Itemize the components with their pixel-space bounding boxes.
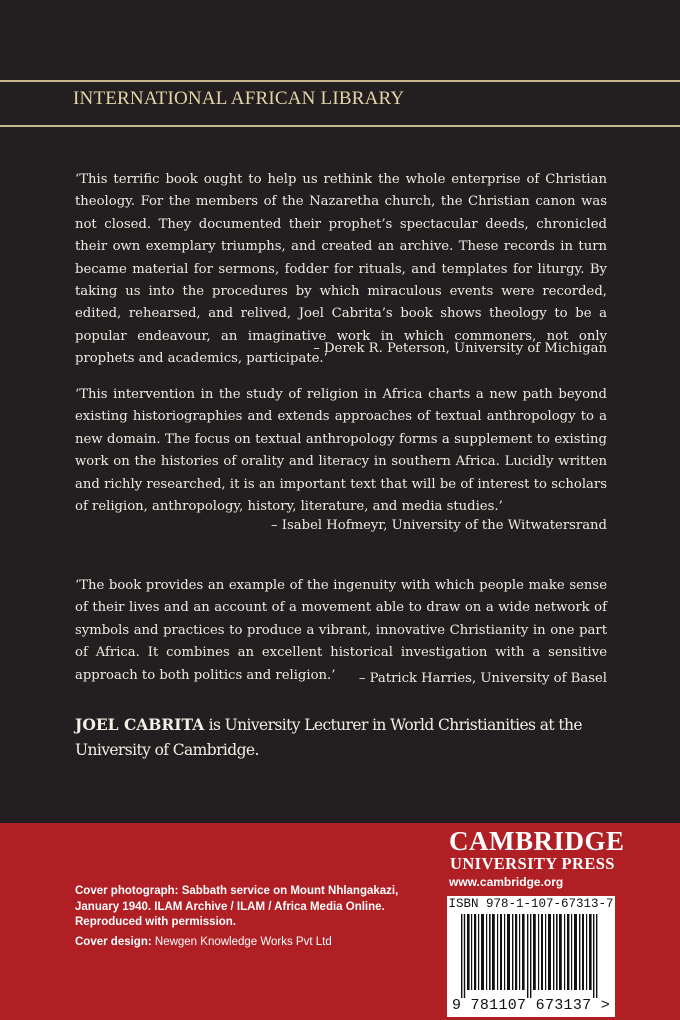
endorsement-quote-1: ‘This terrific book ought to help us rethink the whole enterprise of Christian theology. For the members of the Nazaretha church, the Christian canon was not closed. They documented their prophet’s spectacular deeds, chronicled their own exemplary triumphs, and created an archive. These records in turn became material for sermons, fodder for rituals, and templates for liturgy. By taking us into the procedures by which miraculous events were recorded, edited, rehearsed, and relived, Joel Cabrita’s book shows theology to be a popular endeavour, an imaginative work in which commoners, not only prophets and academics, participate.’ (75, 172, 607, 367)
endorsement-quote-3: ‘The book provides an example of the ingenuity with which people make sense of their lives and an account of a movement able to draw on a wide network of symbols and practices to produce a vibrant, innovative Christianity in one part of Africa. It combines an excellent historical investigation with a sensitive approach to both politics and religion.’ (75, 578, 607, 683)
publisher-name: CAMBRIDGE (449, 826, 625, 856)
publisher-url: www.cambridge.org (449, 875, 564, 889)
author-name: JOEL CABRITA (75, 715, 205, 734)
cover-photo-credit: Cover photograph: Sabbath service on Mount Nhlangakazi, January 1940. ILAM Archive / ILAM / Africa Media Online. Reproduced with permission. (75, 885, 399, 929)
author-bio-text: is University Lecturer in World Christianities at the University of Cambridge. (75, 716, 582, 759)
isbn-label: ISBN 978-1-107-67313-7 (448, 897, 614, 911)
author-bio (75, 713, 615, 762)
barcode-digits: 9 781107 673137 > (451, 997, 611, 1014)
cover-design-credit (75, 936, 332, 948)
endorsement-attribution-2: – Isabel Hofmeyr, University of the Witwatersrand (271, 518, 607, 533)
endorsement-attribution-1: – Derek R. Peterson, University of Michigan (313, 341, 607, 356)
publisher-subtitle: UNIVERSITY PRESS (450, 854, 615, 873)
series-title: INTERNATIONAL AFRICAN LIBRARY (73, 88, 405, 109)
barcode-bars (461, 914, 601, 998)
isbn-barcode (447, 896, 615, 1017)
cover-design-value: Newgen Knowledge Works Pvt Ltd (151, 936, 332, 948)
endorsement-quote-2: ‘This intervention in the study of religion in Africa charts a new path beyond existing historiographies and extends approaches of textual anthropology to a new domain. The focus on textual anthropology forms a supplement to existing work on the histories of orality and literacy in southern Africa. Lucidly written and richly researched, it is an important text that will be of interest to scholars of religion, anthropology, history, literature, and media studies.’ (75, 387, 607, 515)
endorsement-attribution-3: – Patrick Harries, University of Basel (358, 671, 607, 686)
top-rule (0, 80, 680, 82)
bottom-rule (0, 125, 680, 127)
cover-design-label: Cover design: (75, 936, 152, 948)
